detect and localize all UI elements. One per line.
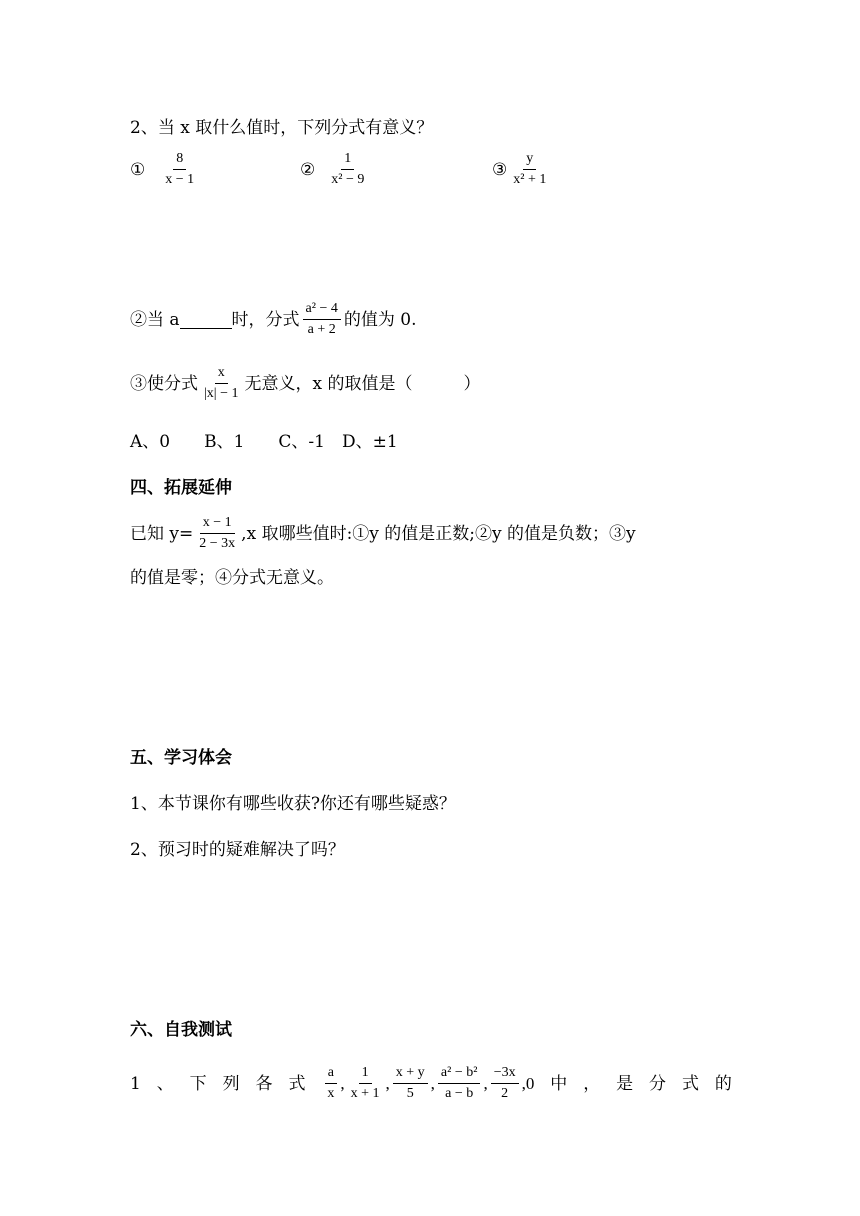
fraction-denominator: |x| − 1: [204, 386, 239, 401]
fraction-denominator: 2 − 3x: [199, 536, 236, 551]
q2-item1-mark: ①: [130, 159, 146, 180]
section5-q1: 1、本节课你有哪些收获?你还有哪些疑惑？: [130, 794, 456, 814]
section4-post: ,x 取哪些值时:①y 的值是正数;②y 的值是负数；③y: [241, 523, 636, 544]
answer-blank[interactable]: [180, 310, 232, 329]
fraction-numerator: 8: [173, 150, 186, 170]
q2b-fraction: [303, 300, 341, 339]
q1-token: 下: [189, 1073, 207, 1094]
q1-token: 式: [288, 1073, 306, 1094]
q2b-post: 的值为 0.: [343, 309, 417, 330]
q2-item1: [130, 150, 200, 189]
tail-token: 式: [681, 1073, 699, 1094]
q1-token: 列: [222, 1073, 240, 1094]
q3-pre: ③使分式: [130, 373, 198, 394]
section4-line2: 的值是零；④分式无意义。: [130, 568, 334, 588]
q3-post: 无意义，x 的取值是（ ）: [244, 373, 481, 394]
section4-pre: 已知 y=: [130, 523, 194, 544]
q2-item3: [492, 150, 552, 189]
fraction-numerator: 1: [359, 1064, 372, 1084]
fraction-denominator: x − 1: [165, 172, 195, 187]
section6-fraction-5: [491, 1064, 519, 1103]
section6-fraction-1: [324, 1064, 337, 1103]
fraction-denominator: a − b: [445, 1086, 474, 1101]
fraction-denominator: x + 1: [350, 1086, 380, 1101]
section6-zero: ,0: [521, 1073, 535, 1093]
section4-fraction: [196, 514, 238, 553]
fraction-denominator: x² + 1: [513, 172, 547, 187]
fraction-numerator: x: [215, 364, 228, 384]
section6-q1-line: [130, 1064, 732, 1103]
q3-line: [130, 364, 481, 403]
q2-item2-mark: ②: [300, 159, 316, 180]
q2b-line: [130, 300, 416, 339]
section6-fraction-4: [438, 1064, 481, 1103]
fraction-numerator: a: [325, 1064, 337, 1084]
section4-title: 四、拓展延伸: [130, 478, 232, 498]
fraction-numerator: y: [523, 150, 536, 170]
tail-token: 的: [714, 1073, 732, 1094]
fraction-numerator: x − 1: [200, 514, 235, 534]
q3-fraction: [201, 364, 242, 403]
fraction-denominator: a + 2: [307, 322, 336, 337]
fraction-numerator: 1: [341, 150, 354, 170]
fraction-numerator: −3x: [491, 1064, 519, 1084]
fraction-numerator: x + y: [393, 1064, 428, 1084]
section6-title: 六、自我测试: [130, 1020, 232, 1040]
fraction-denominator: x: [327, 1086, 335, 1101]
q3-options: A、0 B、1 C、-1 D、±1: [130, 432, 398, 452]
q1-token: 1: [130, 1073, 141, 1094]
tail-token: 分: [649, 1073, 667, 1094]
tail-token: 是: [616, 1073, 634, 1094]
q2-item1-fraction: [162, 150, 197, 189]
q2-item2-fraction: [328, 150, 367, 189]
q2-prompt: 2、当 x 取什么值时，下列分式有意义？: [130, 118, 434, 138]
section6-fraction-2: [348, 1064, 383, 1103]
fraction-denominator: 5: [406, 1086, 414, 1101]
tail-token: 中: [550, 1073, 568, 1094]
fraction-numerator: a² − b²: [438, 1064, 481, 1084]
q2b-pre: ②当 a: [130, 309, 180, 330]
section4-line1: [130, 514, 636, 553]
section6-fraction-list: $\frac{a}{x}$ , $\frac{1}{x + 1}$ , $\frac{x + y}{5}$ , $\frac{\text{a² − b²}}{a - b}$ , $\frac{-3x}{2}$ ,0: [321, 1064, 534, 1103]
fraction-numerator: a² − 4: [303, 300, 341, 320]
q1-token: 各: [255, 1073, 273, 1094]
q1-token: 、: [156, 1073, 174, 1094]
q2-item2: [300, 150, 370, 189]
fraction-denominator: x² − 9: [331, 172, 365, 187]
section6-fraction-3: [393, 1064, 428, 1103]
q2b-mid: 时，分式: [231, 309, 300, 330]
fraction-denominator: 2: [501, 1086, 509, 1101]
q2-item3-fraction: [510, 150, 549, 189]
tail-token: ，: [583, 1073, 601, 1094]
section5-title: 五、学习体会: [130, 748, 232, 768]
section5-q2: 2、预习时的疑难解决了吗？: [130, 840, 345, 860]
q2-item3-mark: ③: [492, 159, 508, 180]
